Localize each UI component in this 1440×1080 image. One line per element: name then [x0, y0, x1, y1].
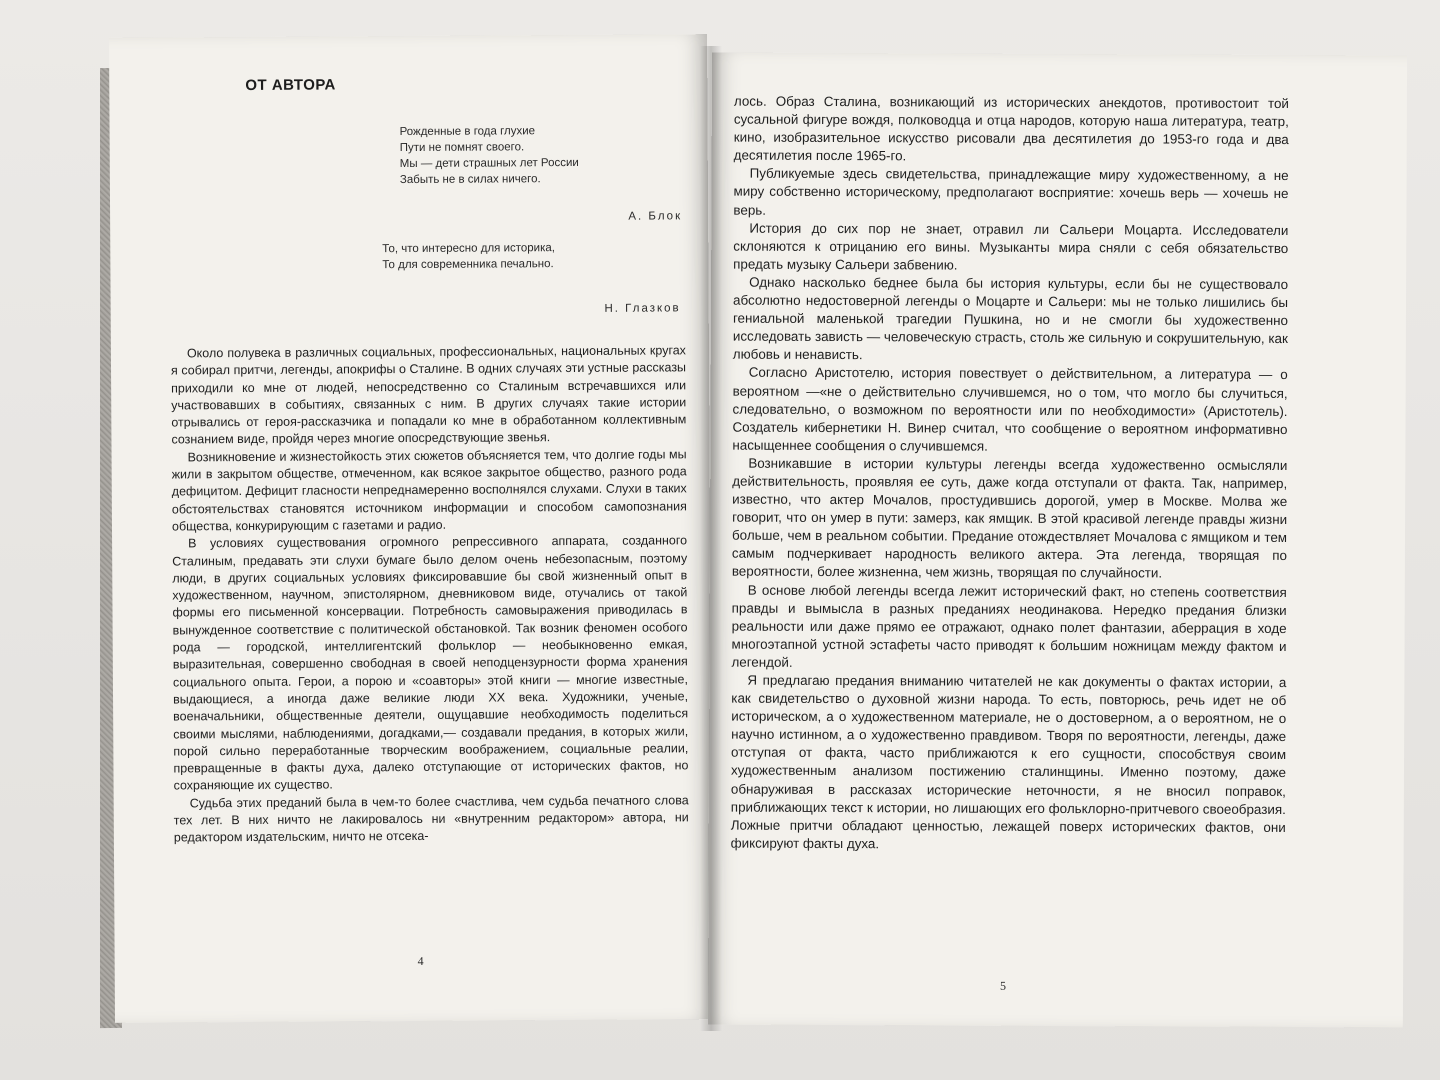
epigraph-author-blok: А. Блок	[628, 210, 683, 223]
paragraph: Согласно Аристотелю, история повествует о действительном, а литература — о вероятном —«не о действительно случившемся, но о том, что могло бы случиться, следовательно, о возможном по вероятности или по необходимости» (Аристотель). Создатель кибернетики Н. Винер считал, что сообщение о вероятном информативно насыщеннее сообщения о случившемся.	[732, 365, 1288, 454]
epigraph-line: Пути не помнят своего.	[399, 141, 525, 155]
paragraph: Публикуемые здесь свидетельства, принадлежащие миру художественному, а не миру собственно историческому, предполагают восприятие: хочешь верь — хочешь не верь.	[733, 166, 1289, 218]
book-gutter-shadow	[700, 46, 722, 1031]
epigraph-line: То для современника печально.	[382, 258, 554, 272]
right-page-body	[731, 93, 1289, 855]
epigraph-author-glazkov: Н. Глазков	[604, 302, 681, 315]
paragraph: лось. Образ Сталина, возникающий из исторических анекдотов, противостоит той сусальной фигуре вождя, полководца и отца народов, которую наша литература, театр, кино, изобразительное искусство рисовали два десятилетия до 1953-го года и два десятилетия после 1965-го.	[733, 93, 1289, 164]
paragraph: В условиях существования огромного репрессивного аппарата, созданного Сталиным, предавать эти слухи бумаге было делом очень небезопасным, поэтому люди, в других социальных условиях фиксировавшие бы свой жизненный опыт в художественном, научном, эпистолярном, дневниковом виде, отучались от такой формы его письменной консервации. Потребность самовыражения приводилась в вынужденное соответствие с политической обстановкой. Так возник феномен особого рода — городской, интеллигентский фольклор — необыкновенно емкая, выразительная, совершенно свободная в своей неподцензурности форма хранения социального опыта. Герои, а порою и «соавторы» этой книги — многие известные, выдающиеся, а иногда даже великие люди XX века. Художники, ученые, военачальники, общественные деятели, ощущавшие необходимость поделиться своими мыслями, наблюдениями, догадками,— создавали предания, в которых жили, порой сильно переработанные творческим воображением, социальные реалии, превращенные в факты духа, далеко отступающие от исторических фактов, но сохраняющие их существо.	[172, 533, 689, 793]
paragraph: Я предлагаю предания вниманию читателей не как документы о фактах истории, а как свидетельство о духовной жизни народа. То есть, повторюсь, речь идет не об историческом, а о художественном материале, не о достоверном, а о вероятном, не о научно истинном, а о художественно правдивом. Творя по вероятности, легенды, даже отступая от факта, часто приближаются к его сущности, способствуя своим художественным анализом постижению сталинщины. Именно поэтому, даже обнаруживая в рассказах исторические неточности, я не вносил поправок, приближающих текст к истории, но лишающих его фольклорно-притчевого своеобразия. Ложные притчи обладают ценностью, лежащей поверх исторических фактов, они фиксируют факты духа.	[730, 672, 1287, 852]
section-heading: ОТ АВТОРА	[245, 76, 336, 95]
epigraph-blok	[400, 123, 579, 188]
right-page	[708, 52, 1407, 1027]
epigraph-line: Мы — дети страшных лет России	[399, 156, 579, 171]
epigraph-glazkov	[382, 240, 555, 273]
paragraph: История до сих пор не знает, отравил ли Сальери Моцарта. Исследователи склоняются к отрицанию его вины. Музыканты мира сняли с себя обязательство предать музыку Сальери забвению.	[733, 220, 1289, 273]
open-book	[112, 36, 1412, 1036]
paragraph: Судьба этих преданий была в чем-то более счастлива, чем судьба печатного слова тех лет. В них ничто не лакировалось ни «внутренним редактором» автора, ни редактором издательским, ничто не отсека-	[173, 793, 689, 845]
left-page	[109, 34, 713, 1023]
paragraph: Однако насколько беднее была бы история культуры, если бы не существовало абсолютно недостоверной легенды о Моцарте и Сальери: мы не только лишились бы гениальной маленькой трагедии Пушкина, но и не смогли бы художественно исследовать зависть — человеческую страсть, столь же сильную и сокрушительную, как любовь и ненависть.	[732, 274, 1289, 363]
paragraph: В основе любой легенды всегда лежит исторический факт, но степень соответствия правды и вымысла в разных преданиях неодинакова. Нередко предания близки реальности или даже прямо ее отражают, однако полет фантазии, аберрация в ходе многоэтапной устной эстафеты часто приводят к большим ножницам между фактом и легендой.	[731, 582, 1287, 670]
page-number-left: 4	[417, 953, 424, 968]
left-page-body	[171, 342, 689, 847]
paragraph: Около полувека в различных социальных, профессиональных, национальных кругах я собирал притчи, легенды, апокрифы о Сталине. В одних случаях эти устные рассказы приходили ко мне от людей, непосредственно со Сталиным встречавшихся или участвовавших в событиях, связанных с ним. В других случаях такие истории отрывались от героя-рассказчика и попадали ко мне в обработанном коллективным сознанием виде, пройдя через многие опосредствующие звенья.	[170, 343, 687, 447]
epigraph-line: То, что интересно для историка,	[382, 242, 555, 256]
epigraph-line: Забыть не в силах ничего.	[399, 173, 541, 187]
page-number-right: 5	[1000, 978, 1007, 993]
paragraph: Возникавшие в истории культуры легенды всегда художественно осмысляли действительность, проявляя ее суть, даже когда отступали от факта. Так, например, известно, что актер Мочалов, простудившись дорогой, умер в Москве. Молва же говорит, что он умер в пути: замерз, как ямщик. В этой красивой легенде правды жизни больше, чем в реальном событии. Предание отождествляет Мочалова с ямщиком и тем самым подчеркивает народность великого актера. Эта легенда, творящая по вероятности, более жизненна, чем жизнь, творящая по случайности.	[731, 455, 1288, 581]
paragraph: Возникновение и жизнестойкость этих сюжетов объясняется тем, что долгие годы мы жили в закрытом обществе, отмеченном, как всякое закрытое общество, разного рода дефицитом. Дефицит гласности непреднамеренно восполнялся слухами. Слухи в таких обстоятельствах становятся источником информации и способом самопознания общества, конкурирующим с газетами и радио.	[171, 447, 687, 534]
epigraph-line: Рожденные в года глухие	[399, 125, 536, 139]
